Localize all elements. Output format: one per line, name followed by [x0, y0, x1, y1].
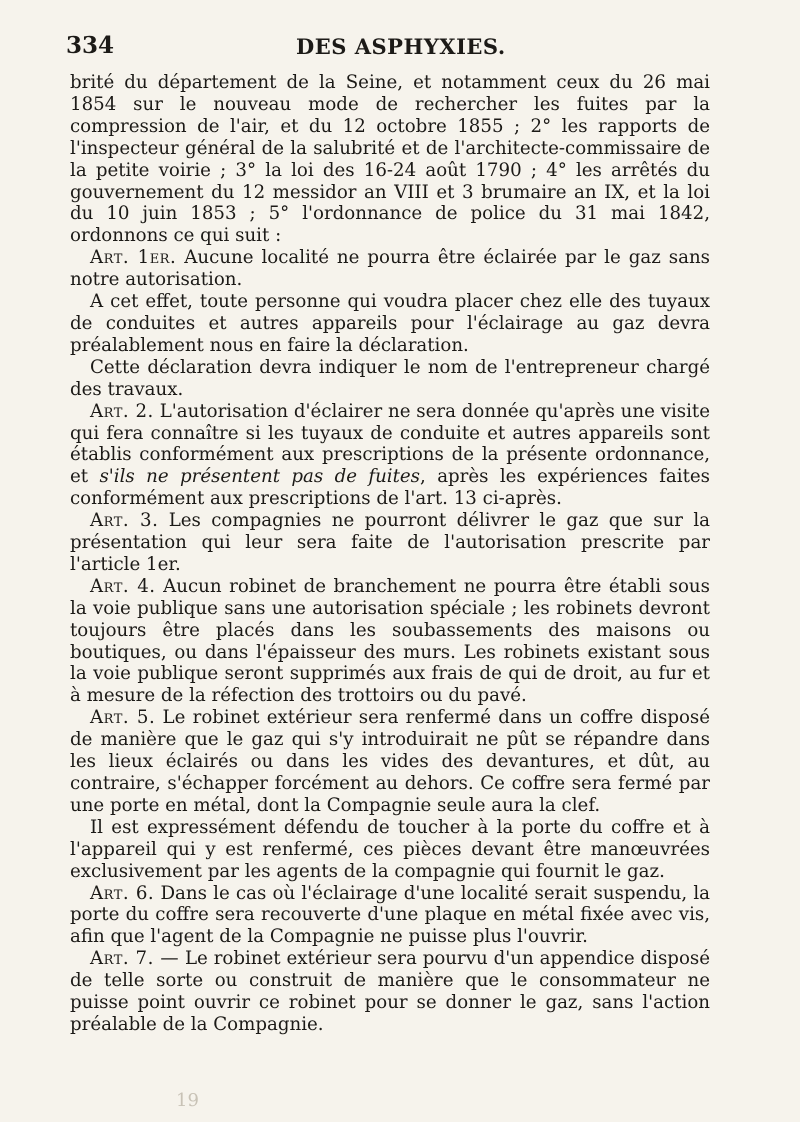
paragraph [70, 291, 710, 357]
paragraph-text: A cet effet, toute personne qui voudra placer chez elle des tuyaux de conduites et autres appareils pour l'éclairage au gaz devra préalablement nous en faire la déclaration. [70, 291, 710, 356]
paragraph [70, 817, 710, 883]
article-text: L'autorisation d'éclairer ne sera donnée qu'après une visite qui fera connaître si les tuyaux de conduite et autres appareils sont établis conformément aux prescriptions de la présente ordonnance, et [70, 400, 710, 488]
faint-footer-number: 19 [176, 1090, 199, 1111]
article-label: Art. 2. [90, 400, 154, 422]
paragraph [70, 357, 710, 401]
article-text: Le robinet extérieur sera renfermé dans un coffre disposé de manière que le gaz qui s'y introduirait ne pût se répandre dans les lieux éclairés ou dans les vides des devantures, et dût, au contraire, s'échapper forcément au dehors. Ce coffre sera fermé par une porte en métal, dont la Compagnie seule aura la clef. [70, 707, 711, 816]
article-4 [70, 576, 710, 707]
article-text: Dans le cas où l'éclairage d'une localité serait suspendu, la porte du coffre sera recouverte d'une plaque en métal fixée avec vis, afin que l'agent de la Compagnie ne puisse plus l'ouvrir. [70, 882, 710, 948]
article-label: Art. 1er. [90, 247, 177, 269]
article-text: Les compagnies ne pourront délivrer le gaz que sur la présentation qui leur sera faite de l'autorisation prescrite par l'article 1er. [70, 510, 710, 575]
paragraph-preamble [70, 72, 710, 247]
article-5 [70, 707, 710, 817]
article-label: Art. 7. — [90, 948, 180, 970]
article-2 [70, 401, 710, 511]
article-6 [70, 883, 710, 949]
article-label: Art. 6. [90, 882, 155, 904]
article-text: Aucune localité ne pourra être éclairée par le gaz sans notre autorisation. [70, 247, 711, 291]
running-title: DES ASPHYXIES. [296, 34, 506, 59]
body-text [70, 72, 710, 1036]
article-3 [70, 510, 710, 576]
article-text: , après les expériences faites conformément aux prescriptions de l'art. 13 ci-après. [70, 466, 710, 510]
article-italic-text: s'ils ne présentent pas de fuites [99, 466, 421, 488]
article-7 [70, 948, 710, 1036]
paragraph-text: Cette déclaration devra indiquer le nom de l'entrepreneur chargé des travaux. [70, 356, 710, 400]
article-label: Art. 5. [90, 707, 156, 729]
article-label: Art. 3. [90, 510, 159, 532]
page-header [66, 32, 740, 66]
article-text: Le robinet extérieur sera pourvu d'un appendice disposé de telle sorte ou construit de manière que le consommateur ne puisse point ouvrir ce robinet pour se donner le gaz, sans l'action préalable de la Compagnie. [70, 948, 710, 1035]
paragraph-text: Il est expressément défendu de toucher à la porte du coffre et à l'appareil qui y est renfermé, ces pièces devant être manœuvrées exclusivement par les agents de la compagnie qui fournit le gaz. [70, 816, 710, 882]
article-1 [70, 247, 710, 291]
article-label: Art. 4. [90, 575, 156, 597]
page-number: 334 [66, 32, 115, 59]
article-text: Aucun robinet de branchement ne pourra être établi sous la voie publique sans une autorisation spéciale ; les robinets devront toujours être placés dans les soubassements des maisons ou boutiques, ou dans l'épaisseur des murs. Les robinets existant sous la voie publique seront supprimés aux frais de qui de droit, au fur et à mesure de la réfection des trottoirs ou du pavé. [70, 575, 710, 707]
paragraph-text: brité du département de la Seine, et notamment ceux du 26 mai 1854 sur le nouveau mode de rechercher les fuites par la compression de l'air, et du 12 octobre 1855 ; 2° les rapports de l'inspecteur général de la salubrité et de l'architecte-commissaire de la petite voirie ; 3° la loi des 16-24 août 1790 ; 4° les arrêtés du gouvernement du 12 messidor an VIII et 3 brumaire an IX, et la loi du 10 juin 1853 ; 5° l'ordonnance de police du 31 mai 1842, ordonnons ce qui suit : [70, 72, 710, 247]
